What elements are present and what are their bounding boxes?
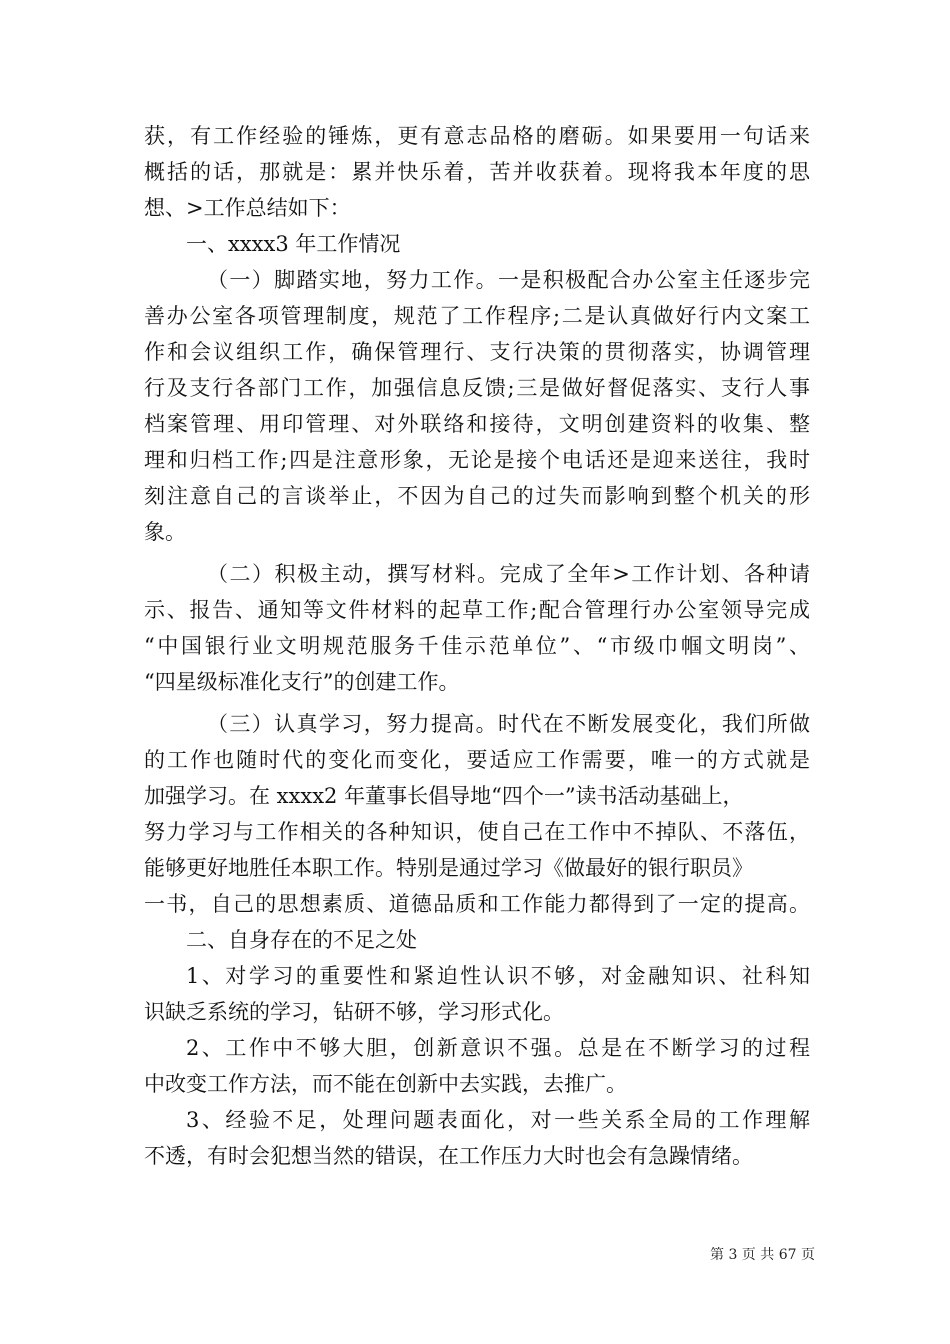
text-line: 象。 [144,520,186,544]
text-line: 刻注意自己的言谈举止，不因为自己的过失而影响到整个机关的形 [144,484,810,508]
text-line: 加强学习。在 xxxx2 年董事长倡导地“四个一”读书活动基础上， [144,784,744,808]
paragraph-heading: （一）脚踏实地，努力工作。一是积极配合办公室主任逐步完 [207,268,810,292]
text-line: 努力学习与工作相关的各种知识，使自己在工作中不掉队、不落伍， [144,820,810,844]
text-line: 概括的话，那就是：累并快乐着，苦并收获着。现将我本年度的思 [144,160,810,184]
section-heading: 一、xxxx3 年工作情况 [186,232,401,256]
paragraph-heading: （二）积极主动，撰写材料。完成了全年>工作计划、各种请 [207,562,810,586]
text-line: 一书，自己的思想素质、道德品质和工作能力都得到了一定的提高。 [144,892,810,916]
text-line: “四星级标准化支行”的创建工作。 [144,670,460,694]
document-body [144,118,810,1174]
text-line: 不透，有时会犯想当然的错误，在工作压力大时也会有急躁情绪。 [144,1144,753,1168]
text-line: 获，有工作经验的锤炼，更有意志品格的磨砺。如果要用一句话来 [144,124,810,148]
list-item: 3、经验不足，处理问题表面化，对一些关系全局的工作理解 [186,1108,810,1132]
text-line: 行及支行各部门工作，加强信息反馈;三是做好督促落实、支行人事 [144,376,810,400]
text-line: 作和会议组织工作，确保管理行、支行决策的贯彻落实，协调管理 [144,340,810,364]
paragraph-heading: （三）认真学习，努力提高。时代在不断发展变化，我们所做 [207,712,810,736]
text-line: 的工作也随时代的变化而变化，要适应工作需要，唯一的方式就是 [144,748,810,772]
text-line: 善办公室各项管理制度，规范了工作程序;二是认真做好行内文案工 [144,304,810,328]
text-line: 识缺乏系统的学习，钻研不够，学习形式化。 [144,1000,564,1024]
text-line: 想、>工作总结如下： [144,196,351,220]
text-line: 理和归档工作;四是注意形象，无论是接个电话还是迎来送往，我时 [144,448,810,472]
text-line: 能够更好地胜任本职工作。特别是通过学习《做最好的银行职员》 [144,856,753,880]
page-number: 第 3 页 共 67 页 [710,1247,815,1263]
text-line: 档案管理、用印管理、对外联络和接待，文明创建资料的收集、整 [144,412,810,436]
section-heading: 二、自身存在的不足之处 [186,928,417,952]
text-line: 示、报告、通知等文件材料的起草工作;配合管理行办公室领导完成 [144,598,810,622]
text-line: “中国银行业文明规范服务千佳示范单位”、“市级巾帼文明岗”、 [144,634,810,658]
list-item: 1、对学习的重要性和紧迫性认识不够，对金融知识、社科知 [186,964,810,988]
text-line: 中改变工作方法，而不能在创新中去实践，去推广。 [144,1072,627,1096]
list-item: 2、工作中不够大胆，创新意识不强。总是在不断学习的过程 [186,1036,810,1060]
